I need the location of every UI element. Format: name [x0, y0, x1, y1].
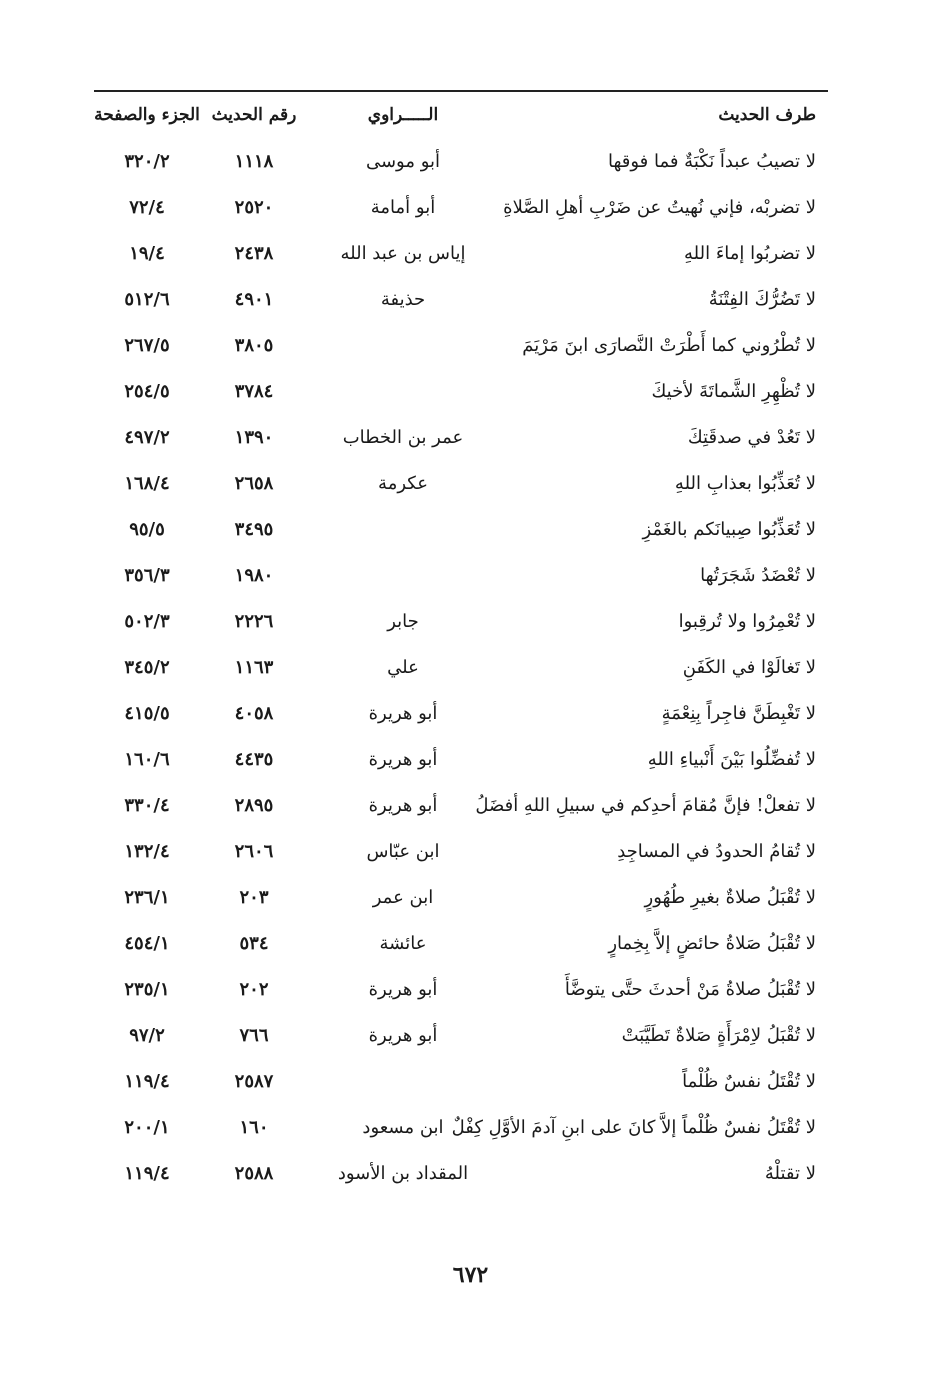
volume-page-ref: ٥١٢/٦ [124, 289, 170, 310]
table-row [94, 143, 828, 189]
table-row [94, 235, 828, 281]
header-number: رقم الحديث [211, 105, 297, 125]
narrator-name: جابر [387, 611, 419, 632]
table-row [94, 373, 828, 419]
volume-page-ref: ٢٣٥/١ [124, 979, 170, 1000]
narrator-name: علي [387, 657, 419, 678]
table-row [94, 419, 828, 465]
hadith-number: ٢٨٩٥ [234, 795, 274, 816]
header-hadith: طرف الحديث [718, 105, 816, 125]
hadith-number: ١٣٩٠ [234, 427, 274, 448]
hadith-number: ٢٠٣ [239, 887, 269, 908]
narrator-name: أبو هريرة [368, 795, 438, 816]
narrator-name: ابن عمر [372, 887, 434, 908]
table-row [94, 1017, 828, 1063]
hadith-number: ٣٤٩٥ [234, 519, 274, 540]
volume-page-ref: ٢٦٧/٥ [124, 335, 170, 356]
volume-page-ref: ٤٩٧/٢ [124, 427, 170, 448]
hadith-number: ١١٦٣ [234, 657, 274, 678]
table-row [94, 281, 828, 327]
hadith-text: لا تُقْتَلُ نفسٌ ظُلْماً [682, 1071, 816, 1092]
top-rule [94, 90, 828, 92]
hadith-number: ٧٦٦ [239, 1025, 269, 1046]
table-row [94, 925, 828, 971]
page-number: ٦٧٢ [452, 1262, 489, 1288]
table-row [94, 833, 828, 879]
hadith-text: لا تُظْهِرِ الشَّماتَةَ لأخيكَ [651, 381, 816, 402]
header-narrator: الـــــراوي [367, 105, 439, 125]
volume-page-ref: ١١٩/٤ [124, 1071, 170, 1092]
narrator-name: أبو هريرة [368, 703, 438, 724]
table-row [94, 1063, 828, 1109]
hadith-number: ٥٣٤ [239, 933, 269, 954]
hadith-number: ٣٨٠٥ [234, 335, 274, 356]
volume-page-ref: ٩٥/٥ [129, 519, 165, 540]
volume-page-ref: ١٦٨/٤ [124, 473, 170, 494]
volume-page-ref: ٩٧/٢ [129, 1025, 165, 1046]
hadith-number: ١٩٨٠ [234, 565, 274, 586]
hadith-text: لا تُعَذِّبُوا صِبيانَكم بالغَمْزِ [642, 519, 816, 540]
hadith-number: ١١١٨ [234, 151, 274, 172]
table-row [94, 465, 828, 511]
hadith-number: ٢٦٥٨ [234, 473, 274, 494]
narrator-name: أبو موسى [365, 151, 441, 172]
narrator-name: المقداد بن الأسود [337, 1163, 469, 1184]
hadith-text: لا تُقامُ الحدودُ في المساجِدِ [617, 841, 816, 862]
hadith-text: لا تُقْبَلُ لاِمْرَأَةٍ صَلاةٌ تَطَيَّبَتْ [621, 1025, 816, 1046]
hadith-number: ٢٥٨٧ [234, 1071, 274, 1092]
volume-page-ref: ٣٢٠/٢ [124, 151, 170, 172]
narrator-name: ابن عبّاس [366, 841, 440, 862]
hadith-text: لا تضربُوا إماءَ اللهِ [684, 243, 816, 264]
hadith-number: ٢٥٨٨ [234, 1163, 274, 1184]
hadith-number: ٢٦٠٦ [234, 841, 274, 862]
table-row [94, 603, 828, 649]
table-row [94, 557, 828, 603]
hadith-text: لا تُعْضَدُ شَجَرَتُها [700, 565, 816, 586]
volume-page-ref: ١٣٢/٤ [124, 841, 170, 862]
table-row [94, 879, 828, 925]
hadith-text: لا تفعلْ! فإنَّ مُقامَ أحدِكم في سبيلِ اللهِ أفضَلُ [475, 795, 816, 816]
table-row [94, 787, 828, 833]
hadith-number: ٤٩٠١ [234, 289, 274, 310]
volume-page-ref: ٣٣٠/٤ [124, 795, 170, 816]
narrator-name: أبو هريرة [368, 1025, 438, 1046]
volume-page-ref: ١١٩/٤ [124, 1163, 170, 1184]
narrator-name: ابن مسعود [362, 1117, 444, 1138]
hadith-text: لا تَعُدْ في صدقَتِكَ [687, 427, 816, 448]
table-body [94, 143, 828, 1201]
narrator-name: أبو أمامة [370, 197, 436, 218]
hadith-text: لا تُقْبَلُ صلاةٌ بغيرِ طُهُورٍ [644, 887, 816, 908]
table-row [94, 327, 828, 373]
volume-page-ref: ٣٤٥/٢ [124, 657, 170, 678]
narrator-name: عمر بن الخطاب [342, 427, 464, 448]
volume-page-ref: ٢٠٠/١ [124, 1117, 170, 1138]
hadith-text: لا تُفضِّلُوا بَيْنَ أَنْبياءِ اللهِ [647, 749, 816, 770]
narrator-name: أبو هريرة [368, 979, 438, 1000]
hadith-number: ٢٤٣٨ [234, 243, 274, 264]
volume-page-ref: ٥٠٢/٣ [124, 611, 170, 632]
volume-page-ref: ١٩/٤ [129, 243, 165, 264]
table-row [94, 1155, 828, 1201]
volume-page-ref: ٣٥٦/٣ [124, 565, 170, 586]
hadith-text: لا تُعْمِرُوا ولا تُرقِبوا [678, 611, 816, 632]
hadith-text: لا تُقْبَلُ صلاةُ مَنْ أحدثَ حتَّى يتوضَّأَ [564, 979, 816, 1000]
volume-page-ref: ١٦٠/٦ [124, 749, 170, 770]
hadith-text: لا تَضُرُّكَ الفِتْنَةُ [708, 289, 816, 310]
hadith-number: ٤٤٣٥ [234, 749, 274, 770]
hadith-text: لا تصيبُ عبداً نَكْبَةٌ فما فوقها [607, 151, 816, 172]
narrator-name: عكرمة [378, 473, 428, 494]
hadith-text: لا تقتلْهُ [764, 1163, 816, 1184]
volume-page-ref: ٢٣٦/١ [124, 887, 170, 908]
table-row [94, 695, 828, 741]
table-row [94, 1109, 828, 1155]
table-row [94, 511, 828, 557]
hadith-text: لا تَغْبِطَنَّ فاجِراً بِنِعْمَةٍ [661, 703, 816, 724]
header-volume-page: الجزء والصفحة [94, 105, 200, 125]
table-row [94, 649, 828, 695]
hadith-number: ٣٧٨٤ [234, 381, 274, 402]
hadith-text: لا تَغالَوْا في الكَفَنِ [682, 657, 816, 678]
table-row [94, 189, 828, 235]
hadith-number: ١٦٠ [239, 1117, 269, 1138]
volume-page-ref: ٤١٥/٥ [124, 703, 170, 724]
volume-page-ref: ٢٥٤/٥ [124, 381, 170, 402]
hadith-number: ٢٥٢٠ [234, 197, 274, 218]
hadith-text: لا تضربْه، فإني نُهيتُ عن ضَرْبِ أهلِ الصَّلاةِ [503, 197, 816, 218]
hadith-text: لا تُطْرُوني كما أَطْرَتْ النَّصارَى ابنَ مَرْيَمَ [522, 335, 816, 356]
hadith-text: لا تُقْبَلُ صَلاةُ حائضٍ إلاَّ بِخِمارٍ [608, 933, 816, 954]
table-row [94, 971, 828, 1017]
hadith-number: ٤٠٥٨ [234, 703, 274, 724]
hadith-number: ٢٢٢٦ [234, 611, 274, 632]
narrator-name: إياس بن عبد الله [340, 243, 466, 264]
narrator-name: عائشة [379, 933, 427, 954]
hadith-text: لا تُعَذِّبُوا بعذابِ اللهِ [674, 473, 816, 494]
table-header [94, 105, 828, 137]
hadith-number: ٢٠٢ [239, 979, 269, 1000]
narrator-name: حذيفة [380, 289, 426, 310]
volume-page-ref: ٤٥٤/١ [124, 933, 170, 954]
narrator-name: أبو هريرة [368, 749, 438, 770]
volume-page-ref: ٧٢/٤ [129, 197, 165, 218]
table-row [94, 741, 828, 787]
hadith-text: لا تُقْتَلُ نفسٌ ظُلْماً إلاَّ كانَ على ابنِ آدمَ الأوَّلِ كِفْلٌ [451, 1117, 816, 1138]
